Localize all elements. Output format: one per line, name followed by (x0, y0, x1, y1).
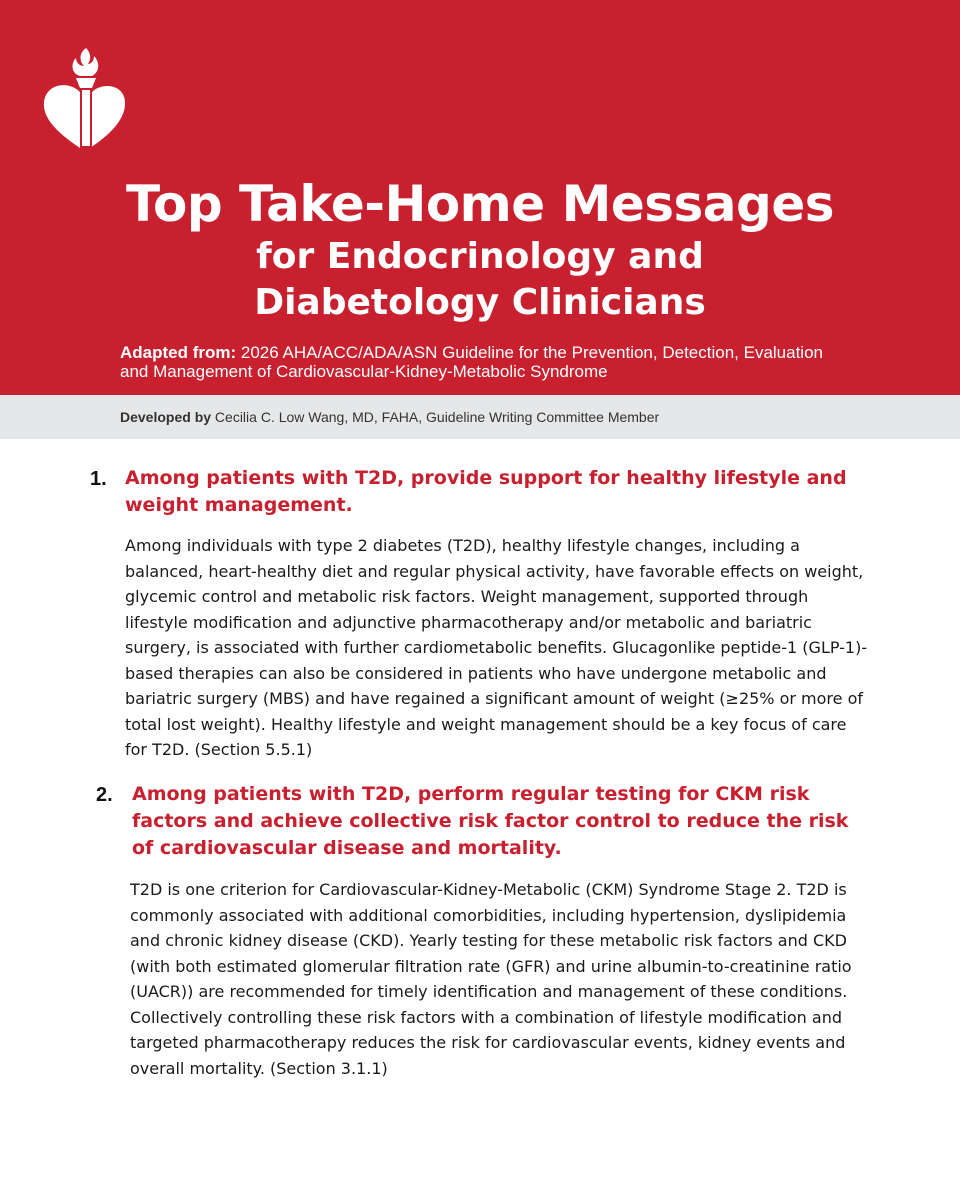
page-title: Top Take-Home Messages (126, 175, 834, 233)
message-2-heading: Among patients with T2D, perform regular testing for CKM risk factors and achieve collective risk factor control to reduce the risk of cardiovascular disease and mortality. (132, 783, 849, 859)
page-subtitle: for Endocrinology and Diabetology Clinicians (254, 236, 706, 323)
message-2-body: T2D is one criterion for Cardiovascular-Kidney-Metabolic (CKM) Syndrome Stage 2. T2D is commonly associated with additional comorbidities, including hypertension, dyslipidemia and chronic kidney disease (CKD). Yearly testing for these metabolic risk factors and CKD (with both estimated glomerular filtration rate (GFR) and urine albumin-to-creatinine ratio (UACR)) are recommended for timely identification and management of these conditions. Collectively controlling these risk factors with a combination of lifestyle modification and targeted pharmacotherapy reduces the risk for cardiovascular events, kidney events and overall mortality. (Section 3.1.1) (130, 880, 852, 1078)
heart-torch-icon (40, 44, 128, 152)
message-2-number: 2. (96, 784, 113, 806)
adapted-from (120, 343, 840, 381)
developer-text: Cecilia C. Low Wang, MD, FAHA, Guideline Writing Committee Member (211, 409, 660, 425)
adapted-from-label: Adapted from: (120, 343, 237, 362)
message-1-number: 1. (90, 468, 107, 490)
developer-bar (0, 395, 960, 439)
adapted-from-text: 2026 AHA/ACC/ADA/ASN Guideline for the Prevention, Detection, Evaluation and Management of Cardiovascular-Kidney-Metabolic Syndrome (120, 343, 823, 381)
header-banner (0, 0, 960, 395)
developer-label: Developed by (120, 409, 212, 425)
developer-credit (120, 408, 659, 426)
message-1-heading: Among patients with T2D, provide support for healthy lifestyle and weight management. (125, 467, 847, 516)
message-1-body: Among individuals with type 2 diabetes (T2D), healthy lifestyle changes, including a balanced, heart-healthy diet and regular physical activity, have favorable effects on weight, glycemic control and metabolic risk factors. Weight management, supported through lifestyle modification and adjunctive pharmacotherapy and/or metabolic and bariatric surgery, is associated with further cardiometabolic benefits. Glucagonlike peptide-1 (GLP-1)-based therapies can also be considered in patients who have undergone metabolic and bariatric surgery (MBS) and have regained a significant amount of weight (≥25% or more of total lost weight). Healthy lifestyle and weight management should be a key focus of care for T2D. (Section 5.5.1) (125, 536, 868, 759)
